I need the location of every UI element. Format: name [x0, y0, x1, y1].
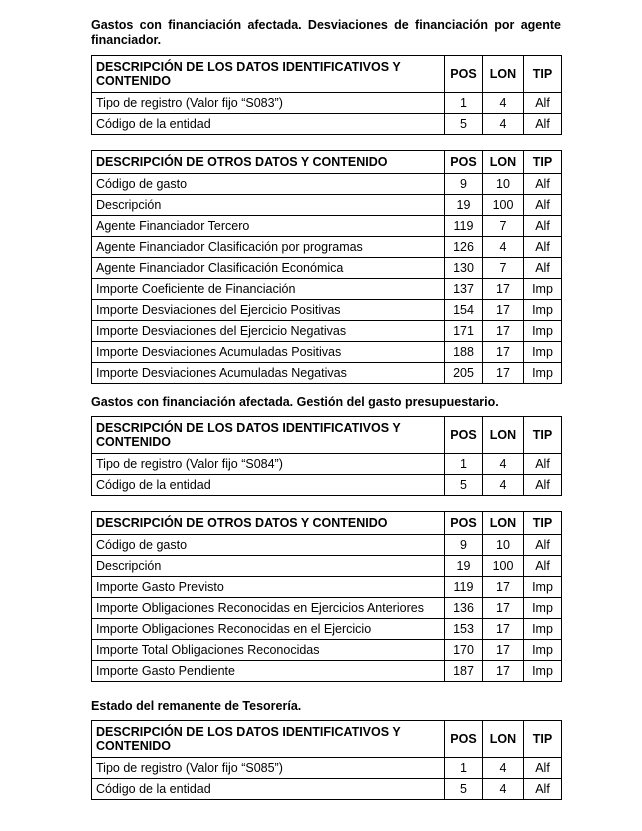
cell-tip: Alf: [524, 93, 562, 114]
section-heading: Gastos con financiación afectada. Desviaciones de financiación por agente financiador.: [91, 18, 561, 47]
cell-tip: Alf: [524, 475, 562, 496]
table-header-row: [92, 56, 562, 93]
cell-pos: 1: [445, 758, 483, 779]
cell-lon: 4: [483, 237, 524, 258]
cell-lon: 17: [483, 342, 524, 363]
cell-lon: 4: [483, 93, 524, 114]
cell-lon: 7: [483, 258, 524, 279]
table-row: [92, 779, 562, 800]
table-row: [92, 556, 562, 577]
header-desc: DESCRIPCIÓN DE LOS DATOS IDENTIFICATIVOS Y CONTENIDO: [92, 721, 445, 758]
cell-tip: Alf: [524, 535, 562, 556]
table-header-row: [92, 417, 562, 454]
table-row: [92, 577, 562, 598]
cell-tip: Imp: [524, 661, 562, 682]
table-row: [92, 454, 562, 475]
cell-tip: Imp: [524, 279, 562, 300]
table-row: [92, 758, 562, 779]
table-row: [92, 321, 562, 342]
cell-lon: 4: [483, 475, 524, 496]
cell-tip: Alf: [524, 216, 562, 237]
cell-desc: Código de la entidad: [92, 475, 445, 496]
cell-lon: 17: [483, 321, 524, 342]
cell-pos: 137: [445, 279, 483, 300]
cell-pos: 205: [445, 363, 483, 384]
table-row: [92, 195, 562, 216]
cell-pos: 5: [445, 114, 483, 135]
cell-desc: Código de gasto: [92, 535, 445, 556]
cell-pos: 171: [445, 321, 483, 342]
cell-lon: 17: [483, 300, 524, 321]
cell-lon: 17: [483, 279, 524, 300]
header-pos: POS: [445, 417, 483, 454]
cell-tip: Alf: [524, 195, 562, 216]
cell-pos: 19: [445, 556, 483, 577]
header-pos: POS: [445, 151, 483, 174]
cell-pos: 19: [445, 195, 483, 216]
cell-pos: 119: [445, 577, 483, 598]
cell-pos: 9: [445, 174, 483, 195]
cell-desc: Descripción: [92, 556, 445, 577]
cell-lon: 4: [483, 454, 524, 475]
header-desc: DESCRIPCIÓN DE OTROS DATOS Y CONTENIDO: [92, 151, 445, 174]
cell-lon: 4: [483, 114, 524, 135]
table-row: [92, 237, 562, 258]
identificativos-table: [91, 720, 562, 800]
header-tip: TIP: [524, 721, 562, 758]
header-pos: POS: [445, 56, 483, 93]
cell-tip: Alf: [524, 258, 562, 279]
cell-desc: Importe Desviaciones Acumuladas Negativas: [92, 363, 445, 384]
cell-tip: Imp: [524, 321, 562, 342]
cell-desc: Descripción: [92, 195, 445, 216]
cell-desc: Código de gasto: [92, 174, 445, 195]
cell-desc: Agente Financiador Clasificación Económica: [92, 258, 445, 279]
cell-lon: 100: [483, 556, 524, 577]
section-heading: Gastos con financiación afectada. Gestión del gasto presupuestario.: [91, 395, 499, 409]
header-desc: DESCRIPCIÓN DE LOS DATOS IDENTIFICATIVOS Y CONTENIDO: [92, 56, 445, 93]
cell-pos: 170: [445, 640, 483, 661]
cell-lon: 17: [483, 598, 524, 619]
cell-desc: Importe Obligaciones Reconocidas en Ejercicios Anteriores: [92, 598, 445, 619]
otros-datos-table: [91, 511, 562, 682]
table-row: [92, 300, 562, 321]
cell-lon: 17: [483, 661, 524, 682]
cell-desc: Código de la entidad: [92, 779, 445, 800]
header-tip: TIP: [524, 512, 562, 535]
cell-desc: Importe Desviaciones Acumuladas Positivas: [92, 342, 445, 363]
cell-tip: Alf: [524, 454, 562, 475]
cell-desc: Agente Financiador Clasificación por programas: [92, 237, 445, 258]
table-row: [92, 216, 562, 237]
cell-pos: 154: [445, 300, 483, 321]
table-row: [92, 363, 562, 384]
cell-tip: Imp: [524, 342, 562, 363]
identificativos-table: [91, 55, 562, 135]
table-row: [92, 114, 562, 135]
cell-lon: 4: [483, 758, 524, 779]
cell-tip: Imp: [524, 619, 562, 640]
cell-lon: 17: [483, 363, 524, 384]
table-row: [92, 174, 562, 195]
header-tip: TIP: [524, 56, 562, 93]
cell-lon: 10: [483, 174, 524, 195]
header-desc: DESCRIPCIÓN DE LOS DATOS IDENTIFICATIVOS Y CONTENIDO: [92, 417, 445, 454]
header-pos: POS: [445, 721, 483, 758]
cell-desc: Código de la entidad: [92, 114, 445, 135]
cell-lon: 17: [483, 640, 524, 661]
header-desc: DESCRIPCIÓN DE OTROS DATOS Y CONTENIDO: [92, 512, 445, 535]
table-row: [92, 619, 562, 640]
table-row: [92, 279, 562, 300]
header-pos: POS: [445, 512, 483, 535]
header-lon: LON: [483, 721, 524, 758]
cell-pos: 188: [445, 342, 483, 363]
table-row: [92, 598, 562, 619]
header-lon: LON: [483, 56, 524, 93]
table-header-row: [92, 512, 562, 535]
cell-pos: 153: [445, 619, 483, 640]
header-lon: LON: [483, 512, 524, 535]
table-row: [92, 535, 562, 556]
header-lon: LON: [483, 151, 524, 174]
cell-desc: Importe Desviaciones del Ejercicio Positivas: [92, 300, 445, 321]
header-tip: TIP: [524, 417, 562, 454]
cell-pos: 9: [445, 535, 483, 556]
cell-pos: 1: [445, 454, 483, 475]
cell-desc: Importe Gasto Pendiente: [92, 661, 445, 682]
cell-tip: Imp: [524, 300, 562, 321]
cell-pos: 5: [445, 475, 483, 496]
table-header-row: [92, 721, 562, 758]
document-page: [91, 18, 561, 800]
cell-tip: Alf: [524, 758, 562, 779]
cell-pos: 5: [445, 779, 483, 800]
cell-lon: 10: [483, 535, 524, 556]
table-row: [92, 475, 562, 496]
table-row: [92, 342, 562, 363]
cell-desc: Importe Desviaciones del Ejercicio Negativas: [92, 321, 445, 342]
cell-tip: Alf: [524, 174, 562, 195]
cell-pos: 136: [445, 598, 483, 619]
cell-pos: 187: [445, 661, 483, 682]
cell-pos: 1: [445, 93, 483, 114]
cell-desc: Importe Total Obligaciones Reconocidas: [92, 640, 445, 661]
cell-lon: 100: [483, 195, 524, 216]
table-row: [92, 93, 562, 114]
cell-tip: Imp: [524, 640, 562, 661]
cell-lon: 7: [483, 216, 524, 237]
cell-desc: Tipo de registro (Valor fijo “S083”): [92, 93, 445, 114]
identificativos-table: [91, 416, 562, 496]
header-lon: LON: [483, 417, 524, 454]
cell-tip: Imp: [524, 577, 562, 598]
cell-tip: Alf: [524, 237, 562, 258]
cell-desc: Importe Obligaciones Reconocidas en el Ejercicio: [92, 619, 445, 640]
table-row: [92, 661, 562, 682]
cell-pos: 126: [445, 237, 483, 258]
cell-tip: Imp: [524, 598, 562, 619]
cell-tip: Alf: [524, 556, 562, 577]
cell-pos: 130: [445, 258, 483, 279]
header-tip: TIP: [524, 151, 562, 174]
cell-lon: 4: [483, 779, 524, 800]
cell-lon: 17: [483, 619, 524, 640]
cell-desc: Importe Gasto Previsto: [92, 577, 445, 598]
section-heading: Estado del remanente de Tesorería.: [91, 699, 302, 713]
cell-lon: 17: [483, 577, 524, 598]
cell-desc: Agente Financiador Tercero: [92, 216, 445, 237]
cell-tip: Alf: [524, 114, 562, 135]
table-row: [92, 258, 562, 279]
cell-tip: Alf: [524, 779, 562, 800]
table-row: [92, 640, 562, 661]
table-header-row: [92, 151, 562, 174]
cell-desc: Tipo de registro (Valor fijo “S085”): [92, 758, 445, 779]
cell-tip: Imp: [524, 363, 562, 384]
otros-datos-table: [91, 150, 562, 384]
cell-pos: 119: [445, 216, 483, 237]
cell-desc: Tipo de registro (Valor fijo “S084”): [92, 454, 445, 475]
cell-desc: Importe Coeficiente de Financiación: [92, 279, 445, 300]
